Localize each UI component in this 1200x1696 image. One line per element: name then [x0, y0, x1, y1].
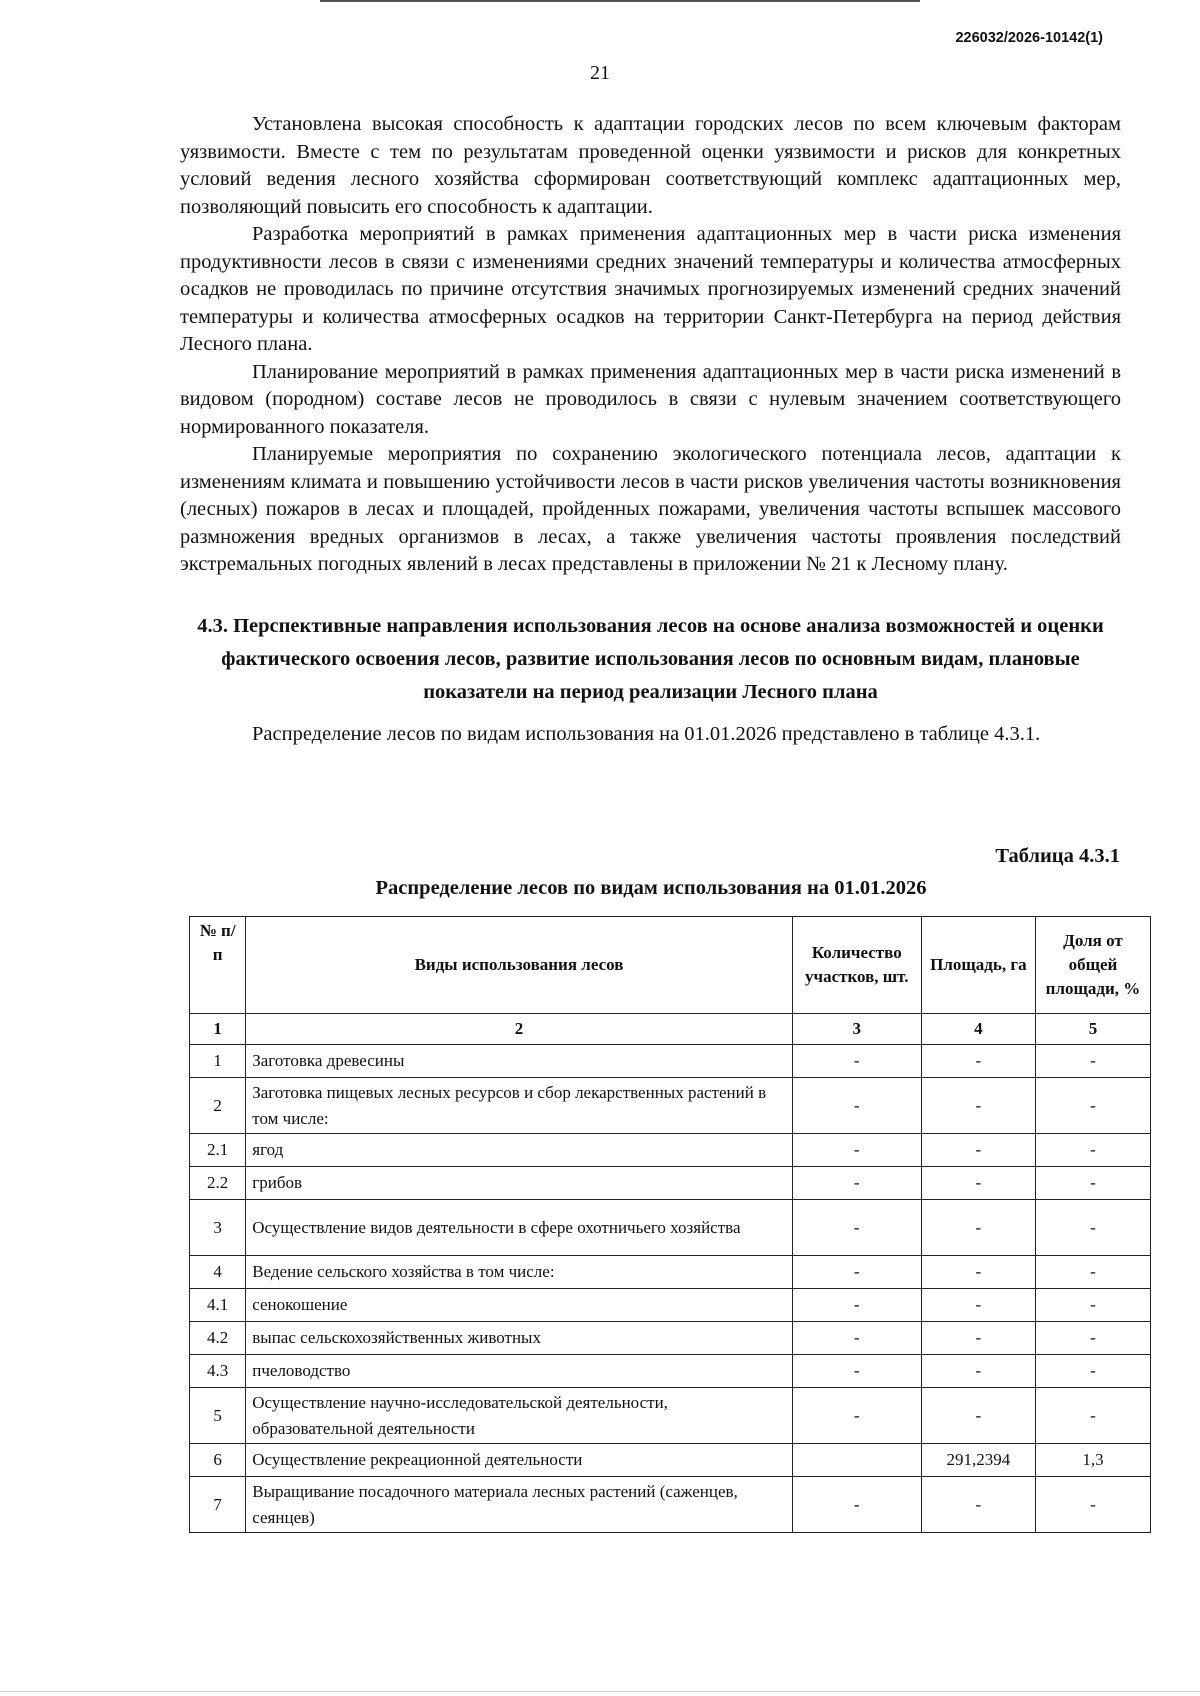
- row-number: 4.3: [190, 1355, 246, 1388]
- row-area: -: [921, 1134, 1035, 1167]
- row-use-type: пчеловодство: [246, 1355, 792, 1388]
- row-share: -: [1035, 1134, 1150, 1167]
- column-number: 2: [246, 1014, 792, 1045]
- row-count: -: [792, 1134, 921, 1167]
- row-use-type: выпас сельскохозяйственных животных: [246, 1322, 792, 1355]
- table-row: [190, 1289, 1151, 1322]
- row-share: -: [1035, 1256, 1150, 1289]
- row-area: -: [921, 1256, 1035, 1289]
- table-row: [190, 1388, 1151, 1444]
- row-number: 3: [190, 1200, 246, 1256]
- document-body: [180, 111, 1121, 748]
- row-use-type: Заготовка древесины: [246, 1045, 792, 1078]
- row-count: [792, 1444, 921, 1477]
- row-count: -: [792, 1355, 921, 1388]
- forest-use-table: [189, 916, 1151, 1533]
- paragraph-species: Планирование мероприятий в рамках применения адаптационных мер в части риска изменений в видовом (породном) составе лесов не проводилось в связи с нулевым значением соответствующего нормированного показателя.: [180, 360, 1121, 438]
- table-row: [190, 1078, 1151, 1134]
- table-header-row: [190, 917, 1151, 1014]
- row-use-type: грибов: [246, 1167, 792, 1200]
- row-count: -: [792, 1477, 921, 1533]
- row-share: 1,3: [1035, 1444, 1150, 1477]
- column-number: 1: [190, 1014, 246, 1045]
- row-area: -: [921, 1078, 1035, 1134]
- column-number: 4: [921, 1014, 1035, 1045]
- table-title: Распределение лесов по видам использования на 01.01.2026: [375, 877, 927, 899]
- row-area: -: [921, 1477, 1035, 1533]
- row-use-type: Осуществление рекреационной деятельности: [246, 1444, 792, 1477]
- table-row: [190, 1256, 1151, 1289]
- row-share: -: [1035, 1477, 1150, 1533]
- row-use-type: Осуществление научно-исследовательской деятельности, образовательной деятельности: [246, 1388, 792, 1444]
- table-row: [190, 1322, 1151, 1355]
- row-count: -: [792, 1200, 921, 1256]
- row-share: -: [1035, 1289, 1150, 1322]
- row-number: 1: [190, 1045, 246, 1078]
- row-number: 2.2: [190, 1167, 246, 1200]
- column-number: 5: [1035, 1014, 1150, 1045]
- top-scan-line: [320, 0, 920, 2]
- row-area: -: [921, 1045, 1035, 1078]
- table-row: [190, 1167, 1151, 1200]
- row-area: -: [921, 1167, 1035, 1200]
- row-share: -: [1035, 1388, 1150, 1444]
- table-row: [190, 1200, 1151, 1256]
- row-count: -: [792, 1167, 921, 1200]
- row-number: 2: [190, 1078, 246, 1134]
- table-row: [190, 1134, 1151, 1167]
- row-area: -: [921, 1388, 1035, 1444]
- paragraph-adaptation: Установлена высокая способность к адаптации городских лесов по всем ключевым факторам уязвимости. Вместе с тем по результатам проведенной оценки уязвимости и рисков для конкретных условий ведения лесного хозяйства сформирован соответствующий комплекс адаптационных мер, позволяющий повысить его способность к адаптации.: [180, 113, 1121, 218]
- page-number: 21: [590, 62, 610, 84]
- row-number: 2.1: [190, 1134, 246, 1167]
- row-use-type: ягод: [246, 1134, 792, 1167]
- header-num: № п/п: [190, 917, 246, 1014]
- table-row: [190, 1355, 1151, 1388]
- header-count: Количество участков, шт.: [792, 917, 921, 1014]
- row-share: -: [1035, 1355, 1150, 1388]
- row-number: 6: [190, 1444, 246, 1477]
- row-use-type: Выращивание посадочного материала лесных растений (саженцев, сеянцев): [246, 1477, 792, 1533]
- row-number: 4.2: [190, 1322, 246, 1355]
- row-share: -: [1035, 1200, 1150, 1256]
- row-number: 4: [190, 1256, 246, 1289]
- paragraph-measures: Планируемые мероприятия по сохранению экологического потенциала лесов, адаптации к изменениям климата и повышению устойчивости лесов в части рисков увеличения частоты возникновения (лесных) пожаров в лесах и площадей, пройденных пожарами, увеличения частоты вспышек массового размножения вредных организмов в лесах, а также увеличения частоты проявления последствий экстремальных погодных явлений в лесах представлены в приложении № 21 к Лесному плану.: [180, 443, 1121, 575]
- header-share: Доля от общей площади, %: [1035, 917, 1150, 1014]
- table-number-label: Таблица 4.3.1: [995, 845, 1120, 867]
- row-count: -: [792, 1256, 921, 1289]
- row-count: -: [792, 1388, 921, 1444]
- row-area: -: [921, 1200, 1035, 1256]
- row-use-type: Заготовка пищевых лесных ресурсов и сбор лекарственных растений в том числе:: [246, 1078, 792, 1134]
- header-area: Площадь, га: [921, 917, 1035, 1014]
- row-area: -: [921, 1355, 1035, 1388]
- document-id: 226032/2026-10142(1): [955, 30, 1103, 46]
- row-use-type: сенокошение: [246, 1289, 792, 1322]
- row-count: -: [792, 1045, 921, 1078]
- row-number: 4.1: [190, 1289, 246, 1322]
- row-use-type: Осуществление видов деятельности в сфере охотничьего хозяйства: [246, 1200, 792, 1256]
- table-row: [190, 1477, 1151, 1533]
- row-number: 7: [190, 1477, 246, 1533]
- row-area: -: [921, 1289, 1035, 1322]
- row-area: -: [921, 1322, 1035, 1355]
- row-count: -: [792, 1078, 921, 1134]
- table-row: [190, 1045, 1151, 1078]
- column-number: 3: [792, 1014, 921, 1045]
- row-share: -: [1035, 1167, 1150, 1200]
- table-row: [190, 1444, 1151, 1477]
- bottom-scan-line: [0, 1691, 1200, 1692]
- paragraph-productivity: Разработка мероприятий в рамках применения адаптационных мер в части риска изменения продуктивности лесов в связи с изменениями средних значений температуры и количества атмосферных осадков не проводилась по причине отсутствия значимых прогнозируемых изменений средних значений температуры и количества атмосферных осадков на территории Санкт-Петербурга на период действия Лесного плана.: [180, 223, 1121, 355]
- row-share: -: [1035, 1045, 1150, 1078]
- header-name: Виды использования лесов: [246, 917, 792, 1014]
- row-share: -: [1035, 1322, 1150, 1355]
- row-count: -: [792, 1289, 921, 1322]
- row-use-type: Ведение сельского хозяйства в том числе:: [246, 1256, 792, 1289]
- row-count: -: [792, 1322, 921, 1355]
- row-number: 5: [190, 1388, 246, 1444]
- section-heading: 4.3. Перспективные направления использования лесов на основе анализа возможностей и оценки фактического освоения лесов, развитие использования лесов по основным видам, плановые показатели на период реализации Лесного плана: [197, 614, 1104, 703]
- row-area: 291,2394: [921, 1444, 1035, 1477]
- row-share: -: [1035, 1078, 1150, 1134]
- paragraph-table-intro: Распределение лесов по видам использования на 01.01.2026 представлено в таблице 4.3.1.: [252, 722, 1041, 745]
- column-number-row: [190, 1014, 1151, 1045]
